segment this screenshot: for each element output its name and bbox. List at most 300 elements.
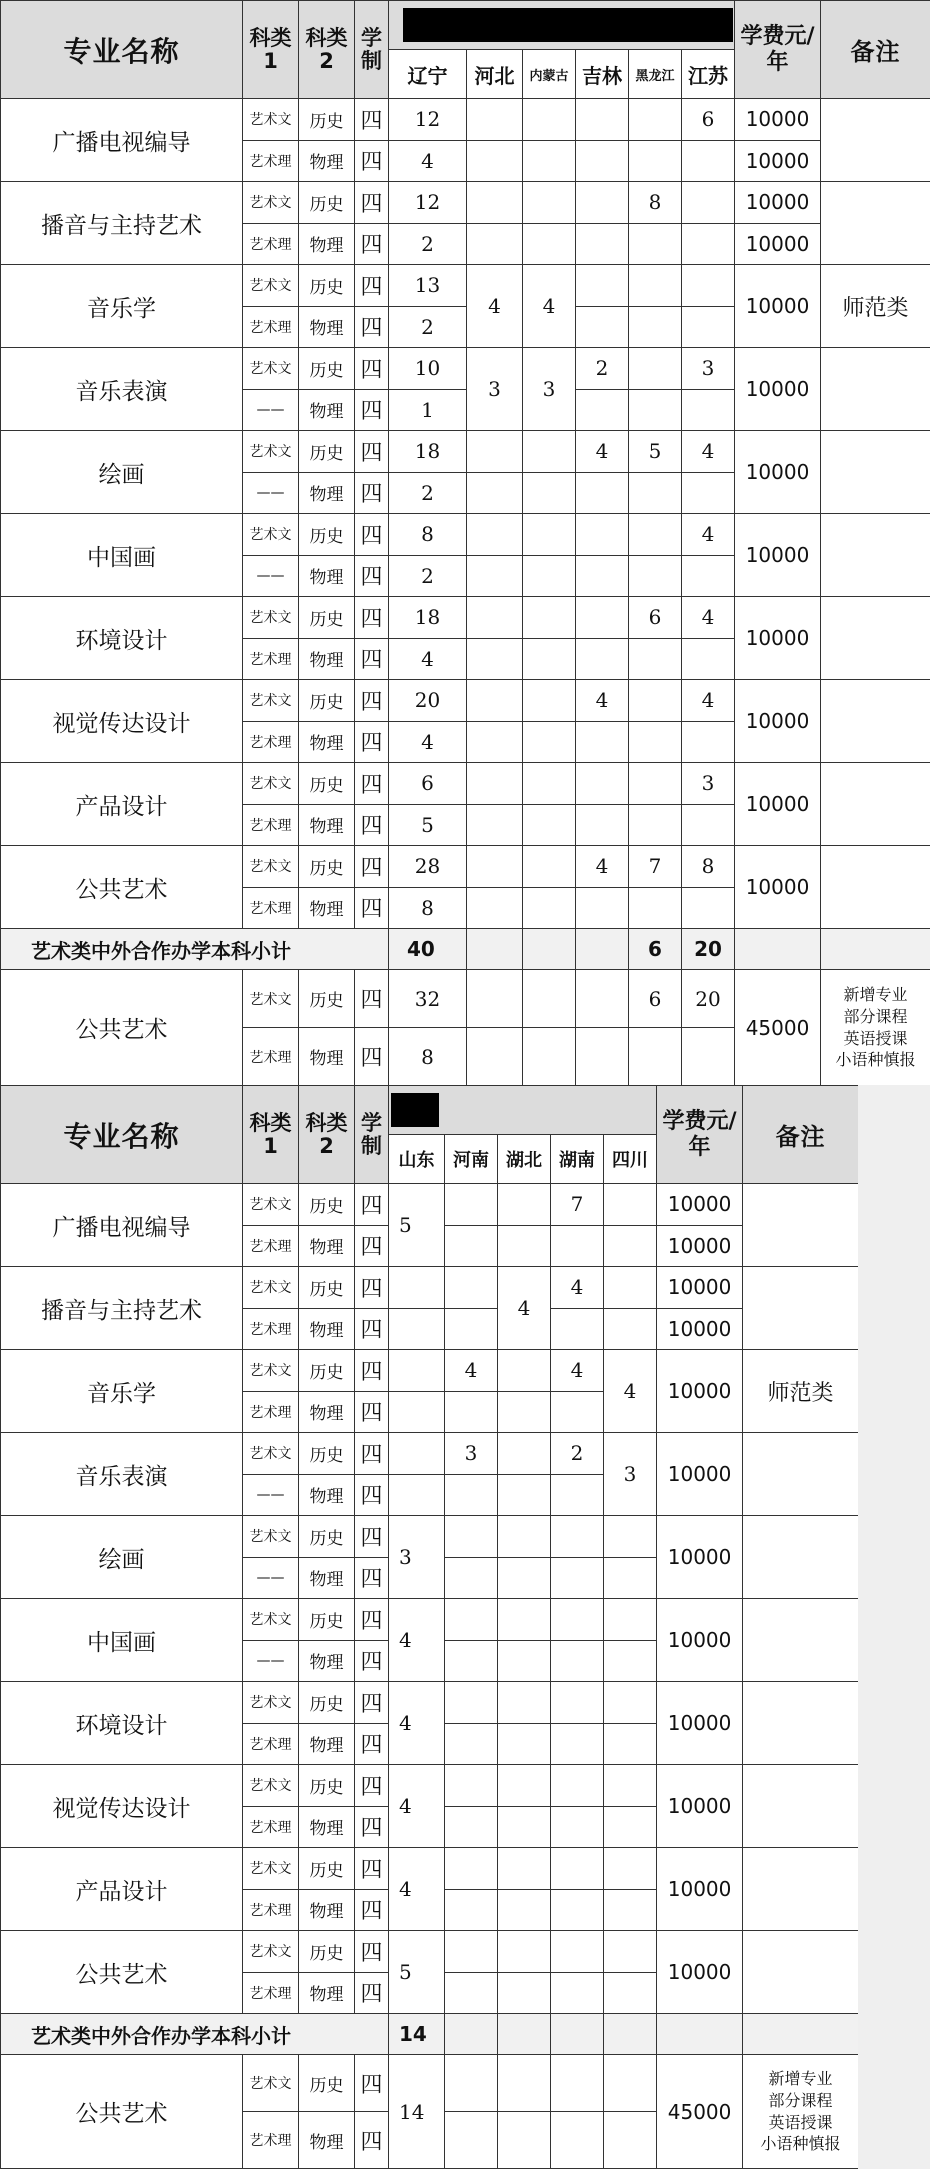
quota-jilin <box>576 514 629 556</box>
subtotal-fee <box>735 929 821 970</box>
quota-jiangsu: 4 <box>682 597 735 639</box>
remark <box>821 846 930 929</box>
quota-heilongjiang: 6 <box>629 970 682 1028</box>
cell-k2: 历史 <box>299 846 355 888</box>
fee-value: 10000 <box>735 99 821 141</box>
cell-xz: 四 <box>355 1028 389 1086</box>
quota-jilin: 4 <box>576 680 629 722</box>
cell-k1: —— <box>243 1557 299 1599</box>
fee-value: 10000 <box>657 1184 743 1226</box>
cell-k2: 物理 <box>299 887 355 929</box>
quota-hubei <box>498 1599 551 1641</box>
quota-neimenggu <box>523 182 576 224</box>
major-name: 中国画 <box>1 514 243 597</box>
redacted-header <box>389 1 735 50</box>
cell-xz: 四 <box>355 348 389 390</box>
quota-sichuan <box>604 1931 657 1973</box>
cell-xz: 四 <box>355 99 389 141</box>
cell-k1: 艺术理 <box>243 2112 299 2169</box>
remark-line: 新增专业 <box>843 985 908 1005</box>
quota-neimenggu <box>523 638 576 680</box>
cell-k2: 物理 <box>299 1308 355 1350</box>
quota-henan <box>445 1557 498 1599</box>
quota-liaoning: 12 <box>389 182 467 224</box>
quota-sichuan <box>604 2112 657 2169</box>
quota-hubei: 4 <box>498 1267 551 1350</box>
province-hubei: 湖北 <box>498 1135 551 1184</box>
quota-jilin <box>576 721 629 763</box>
cell-k2: 物理 <box>299 1028 355 1086</box>
subtotal-sichuan <box>604 2014 657 2055</box>
cell-k2: 物理 <box>299 1972 355 2014</box>
remark <box>743 1433 859 1516</box>
quota-jilin <box>576 970 629 1028</box>
quota-hubei <box>498 1350 551 1392</box>
cell-xz: 四 <box>355 1433 389 1475</box>
quota-hebei <box>467 638 523 680</box>
table-row <box>1 1184 859 1226</box>
cell-k1: 艺术理 <box>243 223 299 265</box>
quota-jiangsu <box>682 265 735 307</box>
quota-hunan <box>551 1599 604 1641</box>
major-name: 音乐表演 <box>1 348 243 431</box>
cell-k1: —— <box>243 472 299 514</box>
subtotal-hebei <box>467 929 523 970</box>
fee-value: 10000 <box>657 1308 743 1350</box>
quota-jiangsu: 4 <box>682 431 735 473</box>
coop-row <box>1 2055 859 2112</box>
remark <box>743 1267 859 1350</box>
table-row <box>1 597 930 639</box>
quota-sichuan <box>604 1848 657 1890</box>
quota-jilin <box>576 223 629 265</box>
cell-k1: 艺术理 <box>243 1723 299 1765</box>
major-name: 播音与主持艺术 <box>1 1267 243 1350</box>
quota-henan <box>445 1806 498 1848</box>
cell-k1: 艺术文 <box>243 1931 299 1973</box>
cell-k1: 艺术理 <box>243 1225 299 1267</box>
cell-xz: 四 <box>355 1931 389 1973</box>
remark <box>821 597 930 680</box>
cell-k2: 历史 <box>299 348 355 390</box>
remark <box>821 348 930 431</box>
cell-k2: 物理 <box>299 555 355 597</box>
fee-value: 10000 <box>735 597 821 680</box>
quota-henan <box>445 1184 498 1226</box>
cell-k1: 艺术文 <box>243 182 299 224</box>
cell-k1: 艺术文 <box>243 1433 299 1475</box>
province-hunan: 湖南 <box>551 1135 604 1184</box>
quota-jiangsu: 6 <box>682 99 735 141</box>
cell-xz: 四 <box>355 1682 389 1724</box>
quota-jiangsu <box>682 721 735 763</box>
cell-k2: 历史 <box>299 2055 355 2112</box>
cell-k1: 艺术理 <box>243 1972 299 2014</box>
header-kelei1: 科类1 <box>243 1086 299 1184</box>
quota-heilongjiang <box>629 265 682 307</box>
quota-jiangsu: 4 <box>682 680 735 722</box>
header-major: 专业名称 <box>1 1086 243 1184</box>
quota-jilin <box>576 887 629 929</box>
quota-jiangsu: 3 <box>682 348 735 390</box>
quota-jiangsu <box>682 887 735 929</box>
cell-k2: 历史 <box>299 1765 355 1807</box>
major-name: 公共艺术 <box>1 2055 243 2169</box>
quota-hunan <box>551 1308 604 1350</box>
cell-xz: 四 <box>355 1391 389 1433</box>
fee-value: 10000 <box>657 1599 743 1682</box>
quota-henan: 3 <box>445 1433 498 1475</box>
quota-heilongjiang <box>629 887 682 929</box>
header-major: 专业名称 <box>1 1 243 99</box>
cell-k1: 艺术文 <box>243 970 299 1028</box>
cell-k2: 历史 <box>299 1931 355 1973</box>
cell-k2: 物理 <box>299 2112 355 2169</box>
subtotal-label: 艺术类中外合作办学本科小计 <box>1 929 389 970</box>
cell-k1: 艺术理 <box>243 1028 299 1086</box>
cell-xz: 四 <box>355 1889 389 1931</box>
fee-value: 10000 <box>735 348 821 431</box>
cell-k1: 艺术文 <box>243 763 299 805</box>
quota-hebei <box>467 99 523 141</box>
quota-henan <box>445 1765 498 1807</box>
quota-hunan: 7 <box>551 1184 604 1226</box>
cell-k2: 物理 <box>299 1474 355 1516</box>
quota-henan <box>445 1723 498 1765</box>
remark-line: 部分课程 <box>768 2090 833 2110</box>
table-row <box>1 99 930 141</box>
quota-hubei <box>498 1765 551 1807</box>
quota-neimenggu <box>523 99 576 141</box>
cell-k1: 艺术文 <box>243 1267 299 1309</box>
quota-jiangsu <box>682 638 735 680</box>
cell-xz: 四 <box>355 223 389 265</box>
quota-liaoning: 13 <box>389 265 467 307</box>
remark <box>821 680 930 763</box>
province-sichuan: 四川 <box>604 1135 657 1184</box>
quota-hebei <box>467 680 523 722</box>
fee-value: 10000 <box>657 1225 743 1267</box>
redaction-bar <box>403 8 733 42</box>
cell-xz: 四 <box>355 1557 389 1599</box>
remark <box>821 182 930 265</box>
cell-xz: 四 <box>355 680 389 722</box>
quota-hunan <box>551 1765 604 1807</box>
quota-liaoning: 4 <box>389 140 467 182</box>
remark-line: 英语授课 <box>768 2112 833 2132</box>
quota-heilongjiang <box>629 763 682 805</box>
cell-xz: 四 <box>355 1516 389 1558</box>
cell-k1: 艺术理 <box>243 1391 299 1433</box>
cell-xz: 四 <box>355 1225 389 1267</box>
header-xuezhi: 学制 <box>355 1086 389 1184</box>
quota-hebei <box>467 555 523 597</box>
quota-hebei <box>467 763 523 805</box>
cell-k2: 历史 <box>299 1433 355 1475</box>
quota-shandong <box>389 1474 445 1516</box>
header-kelei2: 科类2 <box>299 1 355 99</box>
major-name: 音乐表演 <box>1 1433 243 1516</box>
quota-hunan <box>551 1640 604 1682</box>
table-row <box>1 1599 859 1641</box>
cell-k1: 艺术理 <box>243 721 299 763</box>
province-henan: 河南 <box>445 1135 498 1184</box>
quota-shandong: 5 <box>389 1931 445 2014</box>
table-row <box>1 680 930 722</box>
cell-k1: 艺术理 <box>243 638 299 680</box>
quota-hubei <box>498 1972 551 2014</box>
quota-shandong <box>389 1433 445 1475</box>
subtotal-row <box>1 929 930 970</box>
quota-hebei <box>467 223 523 265</box>
major-name: 中国画 <box>1 1599 243 1682</box>
quota-neimenggu <box>523 223 576 265</box>
cell-xz: 四 <box>355 597 389 639</box>
quota-liaoning: 18 <box>389 431 467 473</box>
cell-xz: 四 <box>355 638 389 680</box>
quota-hebei <box>467 1028 523 1086</box>
quota-hebei <box>467 182 523 224</box>
subtotal-neimenggu <box>523 929 576 970</box>
quota-liaoning: 2 <box>389 306 467 348</box>
cell-xz: 四 <box>355 1972 389 2014</box>
quota-hunan: 4 <box>551 1350 604 1392</box>
quota-hubei <box>498 1474 551 1516</box>
cell-k2: 物理 <box>299 1557 355 1599</box>
quota-neimenggu: 3 <box>523 348 576 431</box>
cell-k1: —— <box>243 555 299 597</box>
quota-jilin <box>576 306 629 348</box>
cell-xz: 四 <box>355 887 389 929</box>
quota-hunan <box>551 1516 604 1558</box>
quota-hunan <box>551 1391 604 1433</box>
province-hebei: 河北 <box>467 50 523 99</box>
remark <box>821 763 930 846</box>
cell-k1: 艺术文 <box>243 1765 299 1807</box>
quota-hebei: 3 <box>467 348 523 431</box>
quota-hunan <box>551 1848 604 1890</box>
cell-k2: 历史 <box>299 1848 355 1890</box>
quota-jilin <box>576 638 629 680</box>
quota-jiangsu <box>682 182 735 224</box>
cell-k1: 艺术理 <box>243 140 299 182</box>
cell-k2: 物理 <box>299 721 355 763</box>
cell-xz: 四 <box>355 1723 389 1765</box>
cell-xz: 四 <box>355 306 389 348</box>
subtotal-hunan <box>551 2014 604 2055</box>
coop-row <box>1 970 930 1028</box>
subtotal-shandong: 14 <box>389 2014 445 2055</box>
cell-k2: 历史 <box>299 1350 355 1392</box>
quota-hubei <box>498 2055 551 2112</box>
subtotal-jilin <box>576 929 629 970</box>
quota-hebei <box>467 431 523 473</box>
subtotal-fee <box>657 2014 743 2055</box>
quota-henan <box>445 2055 498 2112</box>
quota-henan <box>445 1225 498 1267</box>
quota-hubei <box>498 1889 551 1931</box>
quota-sichuan <box>604 1225 657 1267</box>
major-name: 产品设计 <box>1 1848 243 1931</box>
quota-sichuan <box>604 1723 657 1765</box>
fee-value: 10000 <box>735 140 821 182</box>
quota-hubei <box>498 2112 551 2169</box>
quota-heilongjiang: 7 <box>629 846 682 888</box>
quota-liaoning: 20 <box>389 680 467 722</box>
cell-k2: 物理 <box>299 472 355 514</box>
quota-jilin <box>576 182 629 224</box>
quota-sichuan <box>604 1516 657 1558</box>
province-jiangsu: 江苏 <box>682 50 735 99</box>
quota-hunan <box>551 1557 604 1599</box>
table-row <box>1 514 930 556</box>
cell-k2: 历史 <box>299 99 355 141</box>
cell-k1: 艺术文 <box>243 846 299 888</box>
quota-henan <box>445 1640 498 1682</box>
cell-k2: 历史 <box>299 1184 355 1226</box>
quota-henan <box>445 1391 498 1433</box>
cell-k1: 艺术理 <box>243 804 299 846</box>
cell-k2: 物理 <box>299 804 355 846</box>
cell-xz: 四 <box>355 846 389 888</box>
quota-henan <box>445 1682 498 1724</box>
quota-sichuan <box>604 1308 657 1350</box>
cell-k1: 艺术理 <box>243 887 299 929</box>
quota-hunan <box>551 1682 604 1724</box>
remark <box>821 431 930 514</box>
quota-sichuan: 4 <box>604 1350 657 1433</box>
quota-hunan <box>551 1806 604 1848</box>
fee-value: 10000 <box>735 514 821 597</box>
quota-henan <box>445 1599 498 1641</box>
subtotal-henan <box>445 2014 498 2055</box>
quota-hubei <box>498 1391 551 1433</box>
major-name: 音乐学 <box>1 265 243 348</box>
quota-neimenggu <box>523 680 576 722</box>
remark: 师范类 <box>743 1350 859 1433</box>
major-name: 广播电视编导 <box>1 1184 243 1267</box>
cell-k2: 历史 <box>299 680 355 722</box>
quota-hebei <box>467 970 523 1028</box>
subtotal-remark <box>743 2014 859 2055</box>
quota-heilongjiang <box>629 223 682 265</box>
redacted-header <box>389 1086 657 1135</box>
quota-liaoning: 1 <box>389 389 467 431</box>
quota-jilin <box>576 389 629 431</box>
quota-jilin <box>576 597 629 639</box>
quota-jiangsu <box>682 804 735 846</box>
cell-k2: 物理 <box>299 223 355 265</box>
quota-heilongjiang <box>629 140 682 182</box>
quota-neimenggu <box>523 887 576 929</box>
fee-value: 10000 <box>657 1682 743 1765</box>
fee-value: 10000 <box>735 223 821 265</box>
major-name: 广播电视编导 <box>1 99 243 182</box>
header-row <box>1 1 930 50</box>
remark <box>821 970 930 1086</box>
quota-hunan <box>551 1723 604 1765</box>
quota-hunan <box>551 1889 604 1931</box>
quota-sichuan <box>604 1889 657 1931</box>
cell-xz: 四 <box>355 1806 389 1848</box>
remark-line: 新增专业 <box>768 2069 833 2089</box>
table-row <box>1 1931 859 1973</box>
cell-xz: 四 <box>355 555 389 597</box>
quota-hubei <box>498 1184 551 1226</box>
remark-line: 英语授课 <box>843 1028 908 1048</box>
cell-k2: 历史 <box>299 1599 355 1641</box>
table-row <box>1 348 930 390</box>
quota-jilin: 4 <box>576 846 629 888</box>
quota-liaoning: 8 <box>389 514 467 556</box>
cell-k2: 历史 <box>299 1682 355 1724</box>
quota-shandong: 4 <box>389 1599 445 1682</box>
table-row <box>1 1682 859 1724</box>
cell-xz: 四 <box>355 1184 389 1226</box>
subtotal-liaoning: 40 <box>389 929 467 970</box>
major-name: 音乐学 <box>1 1350 243 1433</box>
cell-xz: 四 <box>355 2112 389 2169</box>
quota-sichuan <box>604 1599 657 1641</box>
quota-sichuan <box>604 1765 657 1807</box>
fee-value: 10000 <box>657 1931 743 2014</box>
major-name: 播音与主持艺术 <box>1 182 243 265</box>
cell-k2: 历史 <box>299 431 355 473</box>
quota-shandong <box>389 1308 445 1350</box>
quota-heilongjiang <box>629 472 682 514</box>
cell-k1: 艺术理 <box>243 306 299 348</box>
remark-line: 小语种慎报 <box>760 2134 841 2154</box>
cell-k1: 艺术文 <box>243 348 299 390</box>
cell-k2: 物理 <box>299 1391 355 1433</box>
table-row <box>1 1433 859 1475</box>
subtotal-heilongjiang: 6 <box>629 929 682 970</box>
quota-henan: 4 <box>445 1350 498 1392</box>
province-heilongjiang: 黑龙江 <box>629 50 682 99</box>
quota-shandong: 14 <box>389 2055 445 2169</box>
major-name: 视觉传达设计 <box>1 1765 243 1848</box>
cell-xz: 四 <box>355 472 389 514</box>
cell-k2: 历史 <box>299 265 355 307</box>
quota-sichuan <box>604 1806 657 1848</box>
quota-neimenggu <box>523 514 576 556</box>
quota-jilin <box>576 99 629 141</box>
cell-xz: 四 <box>355 1474 389 1516</box>
table-row <box>1 846 930 888</box>
quota-hebei <box>467 804 523 846</box>
cell-xz: 四 <box>355 970 389 1028</box>
quota-jilin <box>576 804 629 846</box>
quota-sichuan: 3 <box>604 1433 657 1516</box>
quota-jiangsu <box>682 472 735 514</box>
table-row <box>1 763 930 805</box>
quota-neimenggu <box>523 431 576 473</box>
cell-k1: 艺术文 <box>243 597 299 639</box>
fee-value: 45000 <box>657 2055 743 2169</box>
quota-neimenggu <box>523 721 576 763</box>
remark-line: 部分课程 <box>843 1006 908 1026</box>
cell-xz: 四 <box>355 265 389 307</box>
quota-heilongjiang <box>629 804 682 846</box>
quota-jilin <box>576 763 629 805</box>
quota-liaoning: 2 <box>389 223 467 265</box>
quota-hubei <box>498 1931 551 1973</box>
quota-neimenggu <box>523 763 576 805</box>
cell-xz: 四 <box>355 1640 389 1682</box>
remark <box>743 1599 859 1682</box>
cell-k2: 历史 <box>299 1267 355 1309</box>
quota-liaoning: 28 <box>389 846 467 888</box>
